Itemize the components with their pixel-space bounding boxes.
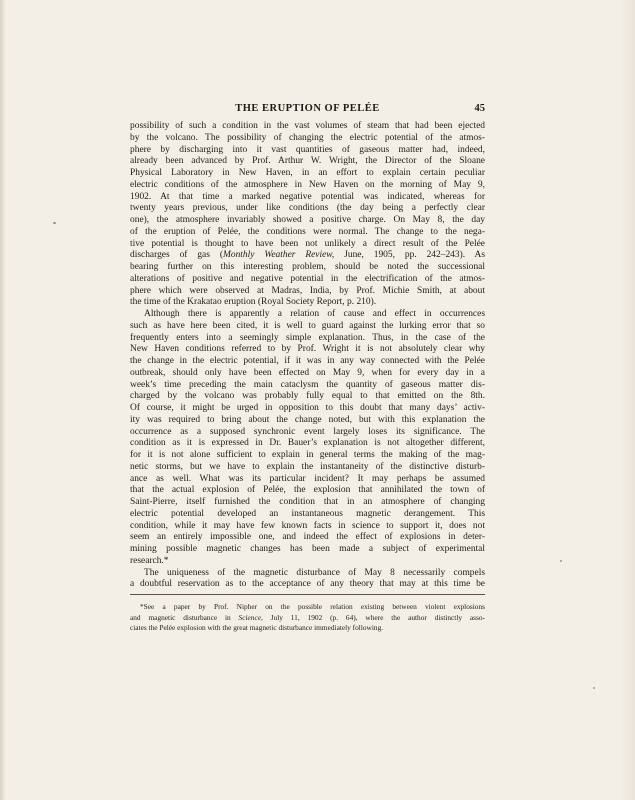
text-line: occurrence as a supposed synchronic event largely loses its significance. The (130, 426, 485, 437)
page-header (130, 103, 485, 119)
text-line-citation (130, 250, 485, 262)
text-line: Physical Laboratory in New Haven, in an effort to explain certain peculiar (130, 168, 485, 178)
text-line: the change in the electric potential, if it was in any way connected with the Pelée (130, 356, 485, 366)
footnote (130, 602, 485, 634)
scan-speck (53, 222, 56, 224)
text-line: a doubtful reservation as to the acceptance of any theory that may at this time be (130, 579, 485, 590)
body-text (130, 121, 485, 591)
text-line: Of course, it might be urged in opposition to this doubt that many days’ activ- (130, 403, 485, 413)
text-line: of the eruption of Pelée, the conditions were normal. The change to the nega- (130, 226, 485, 237)
text-line: electric conditions of the atmosphere in New Haven on the morning of May 9, (130, 179, 485, 190)
text-line: ance as well. What was its particular incident? It may perhaps be assumed (130, 473, 485, 484)
text-line: phere by discharging into it vast quantities of gaseous matter had, indeed, (130, 144, 485, 155)
text-line: Saint-Pierre, itself furnished the condition that in an atmosphere of changing (130, 497, 485, 507)
text-line: tive potential is thought to have been not unlikely a direct result of the Pelée (130, 238, 485, 249)
page-number: 45 (474, 103, 485, 114)
text-line: for it is not alone sufficient to explain in general terms the making of the mag- (130, 450, 485, 460)
text-line: frequently enters into a seemingly simple explanation. Thus, in the case of the (130, 332, 485, 343)
text-segment: June, 1905, pp. 242–243). As (334, 250, 485, 261)
text-line: mining possible magnetic changes has been made a subject of experimental (130, 544, 485, 554)
text-segment: and magnetic disturbance in (130, 612, 239, 622)
text-segment: discharges of gas ( (130, 250, 223, 261)
text-line: seem an entirely impossible one, and indeed the effect of explosions in deter- (130, 532, 485, 543)
scan-left-edge (0, 0, 6, 800)
text-line: charged by the volcano was probably fully equal to that emitted on the 8th. (130, 391, 485, 402)
text-line: phere which were observed at Madras, India, by Prof. Michie Smith, at about (130, 285, 485, 296)
text-line: twenty years previous, under like conditions (the day being a perfectly clear (130, 203, 485, 214)
text-line: alterations of positive and negative potential in the electrification of the atmos- (130, 273, 485, 284)
text-line: the time of the Krakatao eruption (Royal Society Report, p. 210). (130, 297, 377, 308)
text-line: Although there is apparently a relation of cause and effect in occurrences (144, 309, 485, 319)
text-line: that the actual explosion of Pelée, the explosion that annihilated the town of (130, 485, 485, 496)
paragraph-3 (130, 568, 485, 592)
journal-title: Monthly Weather Review, (222, 250, 335, 261)
text-line: such as have here been cited, it is well to guard against the lurking error that so (130, 320, 485, 331)
paragraph-2 (130, 309, 485, 568)
running-title: THE ERUPTION OF PELÉE (235, 103, 380, 114)
text-line: by the volcano. The possibility of changing the electric potential of the atmos- (130, 132, 485, 143)
text-line: bearing further on this interesting problem, should be noted the successional (130, 262, 485, 272)
text-line: condition, while it may have few known facts in science to support it, does not (130, 520, 485, 531)
paragraph-1 (130, 121, 485, 309)
text-line: ity was required to bring about the change noted, but with this explanation the (130, 414, 485, 425)
text-line: 1902. At that time a marked negative potential was indicated, whereas for (130, 191, 485, 202)
footnote-line: ciates the Pelée explosion with the great magnetic disturbance immediately following. (130, 623, 384, 633)
text-line: New Haven conditions referred to by Prof. Wright it is not absolutely clear why (130, 344, 485, 355)
footnote-line (130, 613, 485, 624)
text-line: possibility of such a condition in the vast volumes of steam that had been ejected (130, 121, 485, 131)
scan-speck (560, 560, 562, 562)
text-line: already been advanced by Prof. Arthur W. Wright, the Director of the Sloane (130, 156, 485, 167)
text-line: research.* (130, 555, 169, 566)
text-line: The uniqueness of the magnetic disturbance of May 8 necessarily compels (144, 567, 485, 578)
text-line: condition as it is expressed in Dr. Bauer’s explanation is not altogether different, (130, 438, 485, 449)
text-line: week’s time preceding the main cataclysm the quantity of gaseous matter dis- (130, 379, 485, 390)
footnote-divider (130, 594, 485, 595)
journal-title: Science, (238, 612, 263, 622)
scan-speck (593, 687, 595, 689)
text-line: one), the atmosphere invariably showed a positive charge. On May 8, the day (130, 215, 485, 225)
footnote-line: *See a paper by Prof. Nipher on the possible relation existing between violent explosions (140, 602, 485, 611)
text-line: electric potential developed an instantaneous magnetic derangement. This (130, 508, 485, 519)
text-segment: July 11, 1902 (p. 64), where the author distinctly asso- (262, 612, 485, 622)
scan-right-edge (621, 0, 635, 800)
text-line: outbreak, should only have been effected on May 9, when for every day in a (130, 367, 485, 378)
text-line: netic storms, but we have to explain the instantaneity of the distinctive disturb- (130, 461, 485, 472)
